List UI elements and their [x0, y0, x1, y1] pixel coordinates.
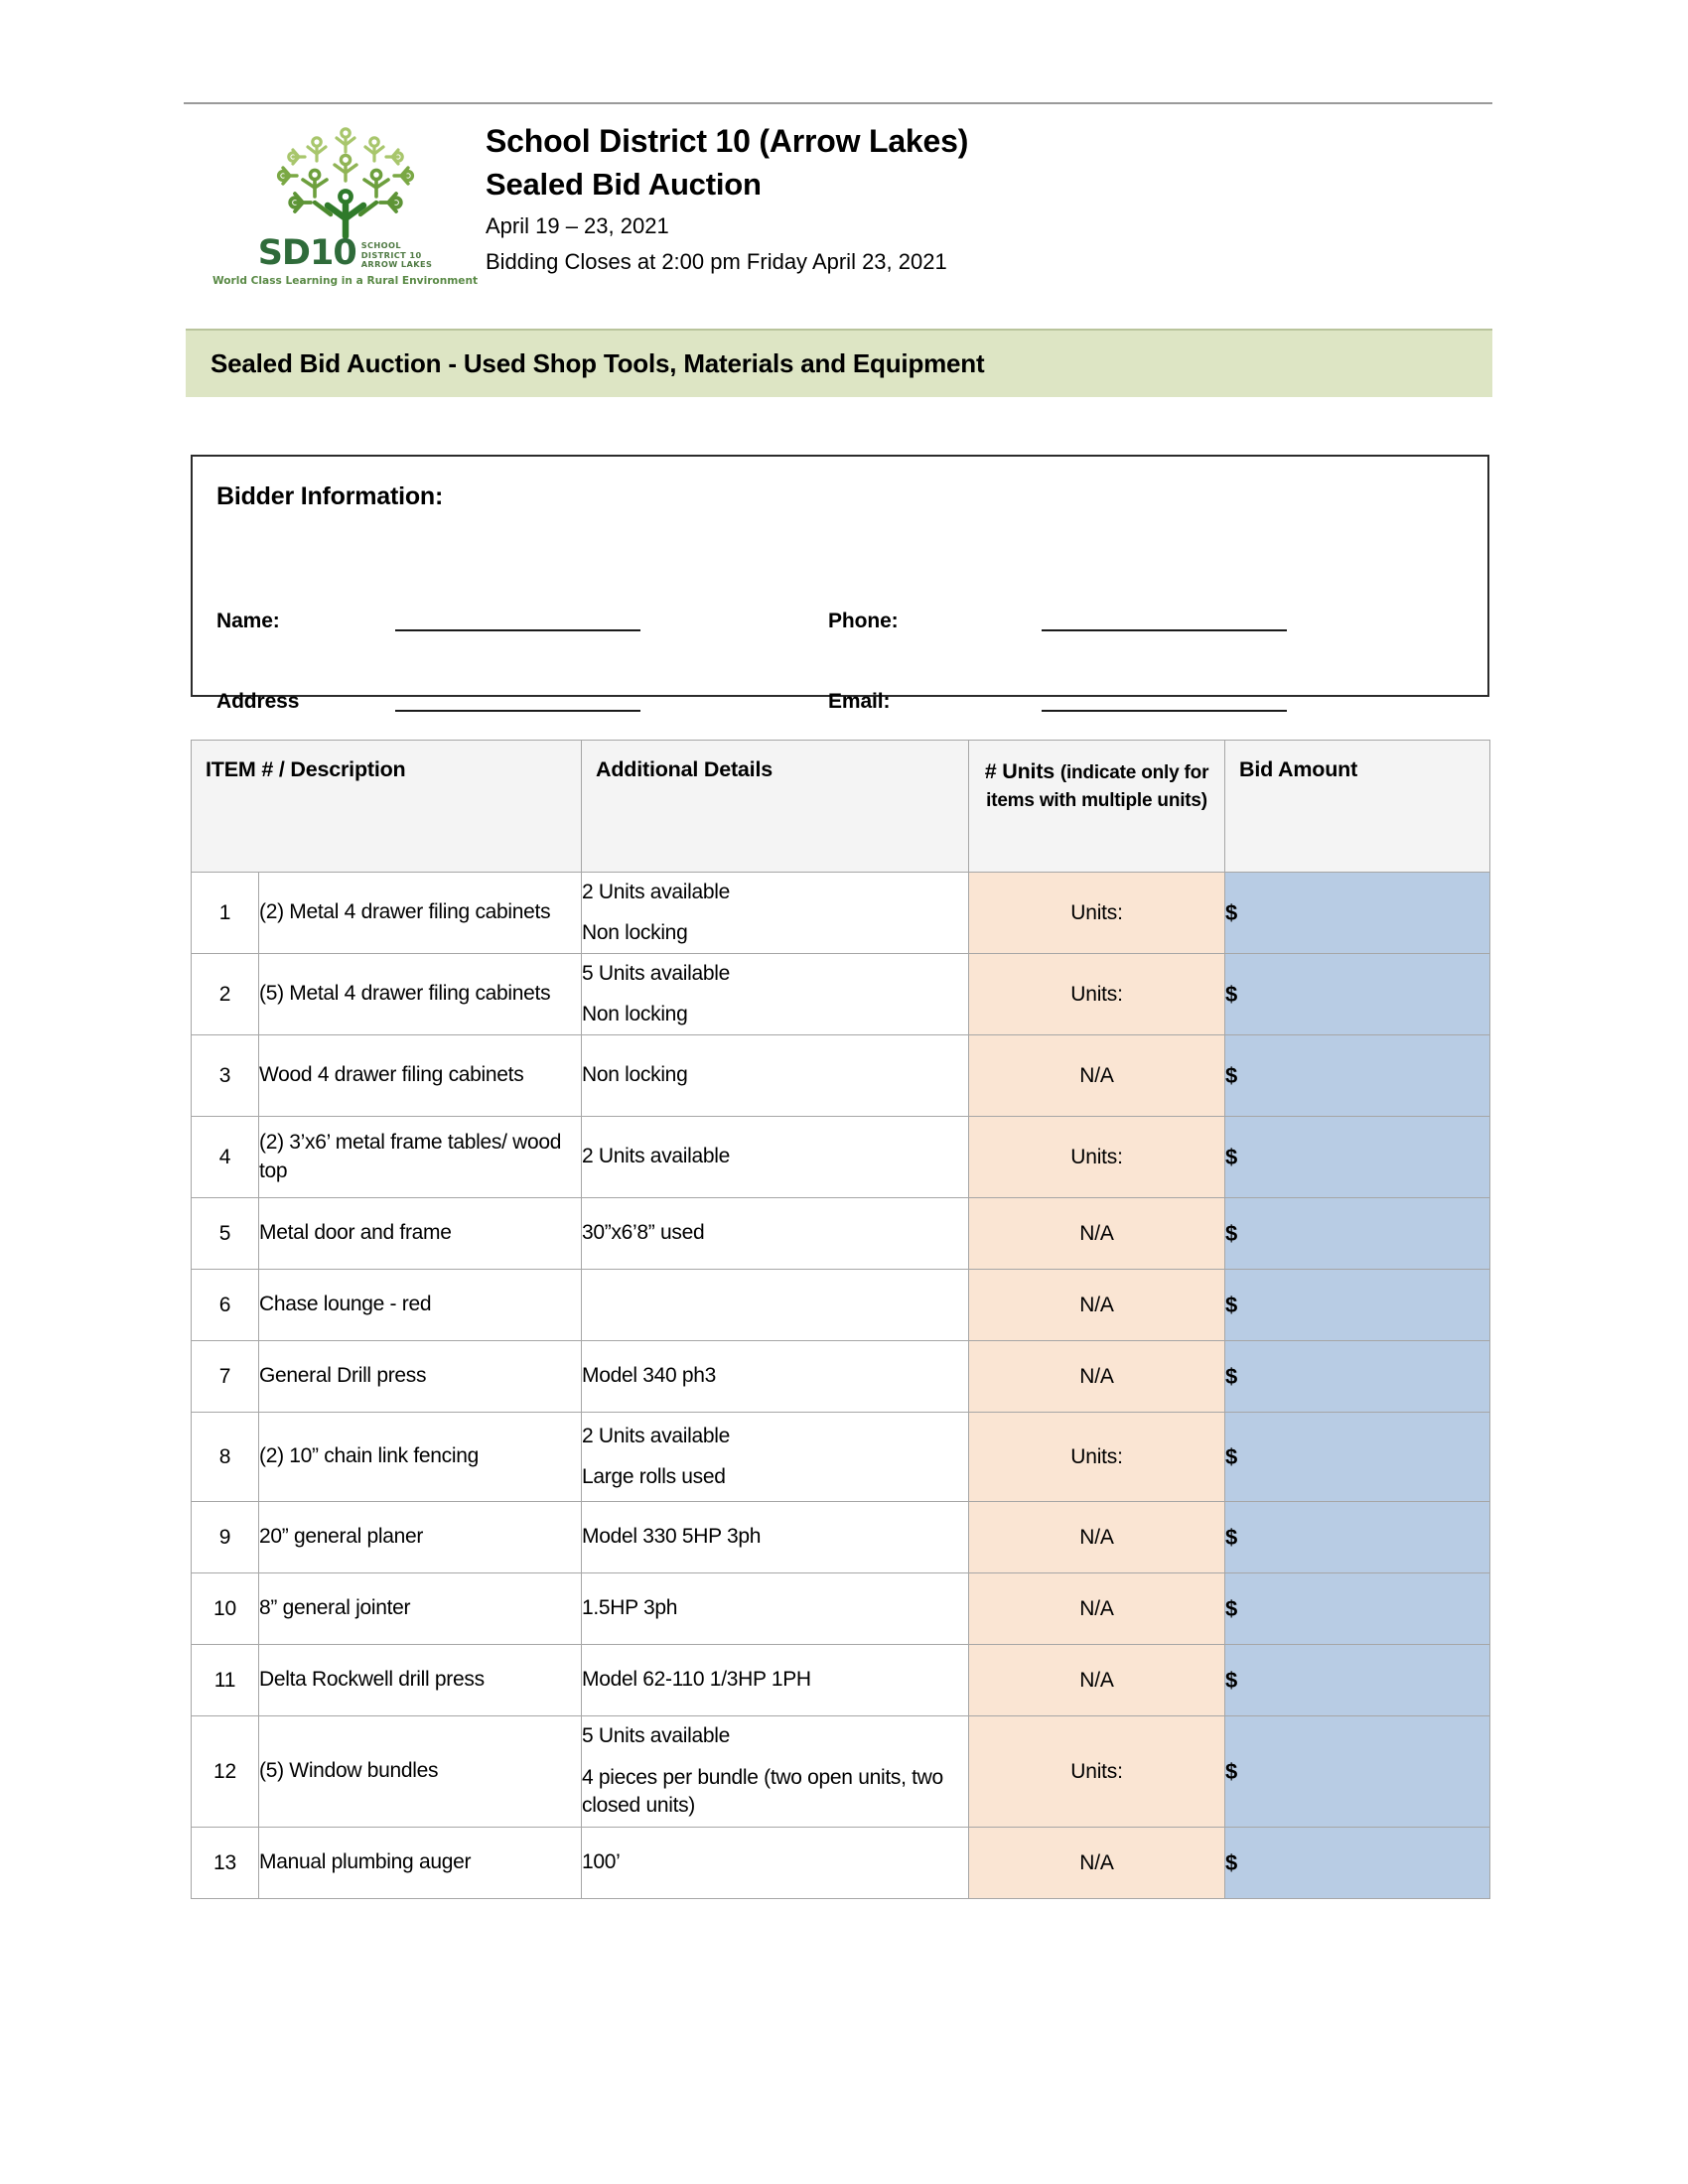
header-item-description	[192, 741, 582, 873]
cell-units[interactable]: N/A	[969, 1828, 1225, 1899]
bidder-address-field[interactable]	[216, 691, 640, 712]
bidder-information-heading: Bidder Information:	[216, 482, 444, 510]
table-row	[192, 1198, 1490, 1270]
cell-bid-amount[interactable]: $	[1225, 954, 1490, 1035]
cell-units[interactable]: N/A	[969, 1198, 1225, 1270]
header-units-note: (indicate only for items with multiple units)	[986, 762, 1209, 812]
document-subtitle: Sealed Bid Auction	[486, 166, 762, 202]
bidder-address-input[interactable]	[395, 710, 640, 712]
header-title-block	[486, 117, 968, 278]
cell-item-number: 2	[192, 954, 259, 1035]
detail-line: Model 62-110 1/3HP 1PH	[582, 1668, 811, 1692]
cell-bid-amount[interactable]: $	[1225, 1198, 1490, 1270]
cell-units[interactable]: N/A	[969, 1270, 1225, 1341]
auction-dates: April 19 – 23, 2021	[486, 212, 669, 238]
cell-item-number: 11	[192, 1645, 259, 1716]
bidder-name-field[interactable]	[216, 611, 640, 631]
cell-item-description: (2) 10” chain link fencing	[259, 1413, 582, 1502]
header-bid-amount-label: Bid Amount	[1239, 757, 1358, 781]
cell-bid-amount[interactable]: $	[1225, 1573, 1490, 1645]
cell-units[interactable]: N/A	[969, 1035, 1225, 1117]
cell-additional-details	[582, 1502, 969, 1573]
table-header-row	[192, 741, 1490, 873]
table-row	[192, 1716, 1490, 1828]
table-row	[192, 1117, 1490, 1198]
cell-item-description: (5) Metal 4 drawer filing cabinets	[259, 954, 582, 1035]
detail-line: 30”x6’8” used	[582, 1221, 705, 1245]
auction-items-table	[191, 740, 1490, 1899]
cell-item-number: 4	[192, 1117, 259, 1198]
cell-item-description: 8” general jointer	[259, 1573, 582, 1645]
section-banner	[186, 329, 1492, 397]
cell-additional-details	[582, 873, 969, 954]
banner-title: Sealed Bid Auction - Used Shop Tools, Materials and Equipment	[211, 348, 985, 378]
cell-additional-details	[582, 1413, 969, 1502]
cell-item-description: (2) Metal 4 drawer filing cabinets	[259, 873, 582, 954]
cell-item-description: Wood 4 drawer filing cabinets	[259, 1035, 582, 1117]
detail-line: Non locking	[582, 1063, 688, 1087]
detail-line: 5 Units available	[582, 961, 731, 985]
cell-item-description: Delta Rockwell drill press	[259, 1645, 582, 1716]
cell-item-description: (2) 3’x6’ metal frame tables/ wood top	[259, 1117, 582, 1198]
cell-additional-details	[582, 1716, 969, 1828]
bidder-email-label: Email:	[828, 690, 891, 713]
detail-line: 1.5HP 3ph	[582, 1596, 678, 1620]
header-additional-details-label: Additional Details	[596, 757, 773, 781]
cell-additional-details	[582, 1828, 969, 1899]
cell-bid-amount[interactable]: $	[1225, 1828, 1490, 1899]
cell-bid-amount[interactable]: $	[1225, 873, 1490, 954]
cell-item-number: 10	[192, 1573, 259, 1645]
table-row	[192, 954, 1490, 1035]
table-row	[192, 1502, 1490, 1573]
cell-item-number: 12	[192, 1716, 259, 1828]
cell-additional-details	[582, 1270, 969, 1341]
header-units	[969, 741, 1225, 873]
table-row	[192, 1573, 1490, 1645]
cell-additional-details	[582, 1645, 969, 1716]
cell-additional-details	[582, 1117, 969, 1198]
bidder-name-label: Name:	[216, 610, 280, 632]
table-row	[192, 1413, 1490, 1502]
detail-line: Non locking	[582, 921, 688, 944]
table-body	[192, 873, 1490, 1899]
cell-units[interactable]: Units:	[969, 1117, 1225, 1198]
cell-item-number: 8	[192, 1413, 259, 1502]
detail-line: 5 Units available	[582, 1724, 731, 1748]
bidder-phone-field[interactable]	[828, 611, 1287, 631]
table-row	[192, 1828, 1490, 1899]
cell-units[interactable]: Units:	[969, 1716, 1225, 1828]
header-top-rule	[184, 102, 1492, 104]
detail-line: 100’	[582, 1850, 621, 1874]
header-additional-details	[582, 741, 969, 873]
detail-line: Model 330 5HP 3ph	[582, 1525, 762, 1549]
logo-subtitle	[361, 241, 433, 269]
cell-item-description: General Drill press	[259, 1341, 582, 1413]
detail-line: 2 Units available	[582, 880, 731, 903]
cell-bid-amount[interactable]: $	[1225, 1117, 1490, 1198]
bidding-closes-text: Bidding Closes at 2:00 pm Friday April 23, 2021	[486, 249, 947, 275]
cell-bid-amount[interactable]: $	[1225, 1341, 1490, 1413]
cell-units[interactable]: N/A	[969, 1573, 1225, 1645]
document-header	[184, 117, 1494, 287]
cell-additional-details	[582, 954, 969, 1035]
detail-line: Large rolls used	[582, 1465, 726, 1488]
cell-item-number: 3	[192, 1035, 259, 1117]
table-row	[192, 1270, 1490, 1341]
table-row	[192, 873, 1490, 954]
cell-units[interactable]: N/A	[969, 1341, 1225, 1413]
document-title: School District 10 (Arrow Lakes)	[486, 123, 969, 159]
logo-subtitle-line-1: SCHOOL	[360, 240, 401, 251]
cell-units[interactable]: Units:	[969, 873, 1225, 954]
cell-item-description: (5) Window bundles	[259, 1716, 582, 1828]
detail-line: 2 Units available	[582, 1145, 731, 1168]
cell-bid-amount[interactable]: $	[1225, 1035, 1490, 1117]
cell-item-number: 6	[192, 1270, 259, 1341]
logo-wordmark	[257, 233, 433, 273]
detail-line: Model 340 ph3	[582, 1364, 717, 1388]
header-units-label	[969, 741, 1224, 814]
logo-subtitle-line-2: DISTRICT 10	[360, 249, 422, 260]
header-item-description-label: ITEM # / Description	[206, 757, 406, 781]
cell-item-description: 20” general planer	[259, 1502, 582, 1573]
detail-line: 4 pieces per bundle (two open units, two closed units)	[582, 1765, 943, 1818]
header-bid-amount	[1225, 741, 1490, 873]
cell-item-number: 9	[192, 1502, 259, 1573]
logo-sd10-text: SD10	[257, 233, 356, 273]
cell-additional-details	[582, 1035, 969, 1117]
cell-item-number: 7	[192, 1341, 259, 1413]
logo-subtitle-line-3: ARROW LAKES	[360, 258, 433, 269]
header-units-main: # Units	[984, 759, 1060, 783]
cell-units[interactable]: N/A	[969, 1645, 1225, 1716]
sd10-logo	[211, 123, 479, 287]
logo-tagline: World Class Learning in a Rural Environment	[211, 275, 479, 287]
cell-item-number: 1	[192, 873, 259, 954]
cell-units[interactable]: Units:	[969, 1413, 1225, 1502]
bidder-address-label: Address	[216, 690, 300, 713]
cell-additional-details	[582, 1341, 969, 1413]
cell-item-description: Manual plumbing auger	[259, 1828, 582, 1899]
bidder-phone-label: Phone:	[828, 610, 899, 632]
tree-logo-icon	[271, 123, 420, 240]
cell-item-number: 5	[192, 1198, 259, 1270]
cell-bid-amount[interactable]: $	[1225, 1645, 1490, 1716]
bidder-email-field[interactable]	[828, 691, 1287, 712]
cell-item-number: 13	[192, 1828, 259, 1899]
bidder-information-box	[191, 455, 1489, 713]
cell-bid-amount[interactable]: $	[1225, 1413, 1490, 1502]
cell-item-description: Chase lounge - red	[259, 1270, 582, 1341]
detail-line: Non locking	[582, 1003, 688, 1025]
table-row	[192, 1035, 1490, 1117]
cell-bid-amount[interactable]: $	[1225, 1270, 1490, 1341]
bidder-name-input[interactable]	[395, 629, 640, 631]
cell-bid-amount[interactable]: $	[1225, 1502, 1490, 1573]
table-row	[192, 1645, 1490, 1716]
bidder-phone-input[interactable]	[1042, 629, 1287, 631]
detail-line: 2 Units available	[582, 1424, 731, 1447]
bidder-email-input[interactable]	[1042, 710, 1287, 712]
cell-bid-amount[interactable]: $	[1225, 1716, 1490, 1828]
cell-units[interactable]: N/A	[969, 1502, 1225, 1573]
cell-units[interactable]: Units:	[969, 954, 1225, 1035]
cell-additional-details	[582, 1573, 969, 1645]
cell-additional-details	[582, 1198, 969, 1270]
table-row	[192, 1341, 1490, 1413]
cell-item-description: Metal door and frame	[259, 1198, 582, 1270]
